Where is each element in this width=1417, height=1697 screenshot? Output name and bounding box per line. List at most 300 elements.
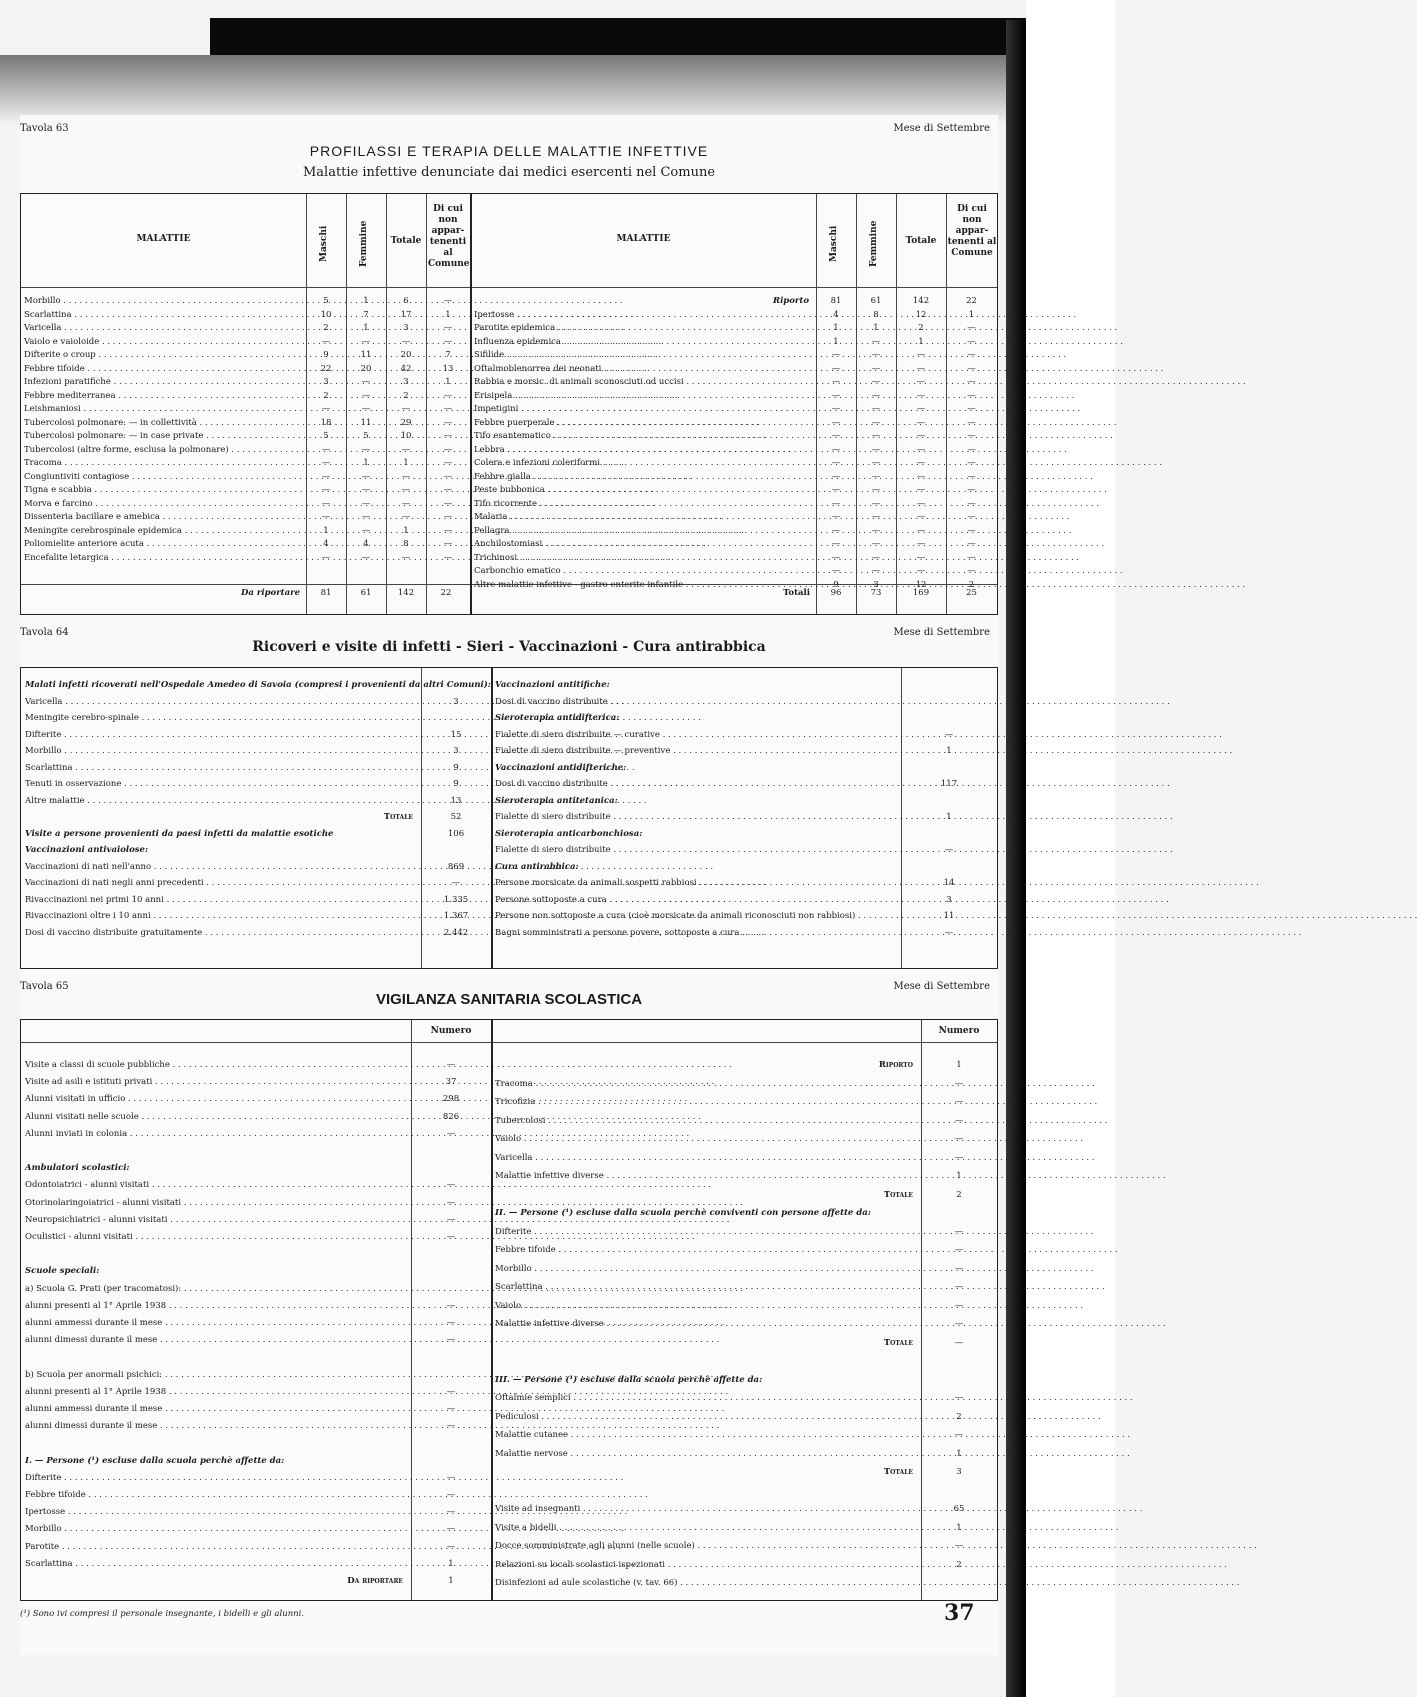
cell-m: — <box>831 444 841 455</box>
cell-t: 12 <box>915 579 927 590</box>
row-label: Tifo ricorrente . . . <box>474 499 813 510</box>
cell-f: — <box>871 444 881 455</box>
row-label: Rabbia e morsic. di animali sconosciuti od uccisi . . . <box>474 377 813 388</box>
cell-value: 1 <box>956 1171 962 1181</box>
row-label: Morbillo . . . <box>24 296 303 307</box>
cell-f: — <box>361 390 371 401</box>
row-label: Anchilostomiasi . . . <box>474 539 813 550</box>
table-row <box>25 713 417 724</box>
table-row <box>495 845 897 856</box>
cell-m: — <box>321 498 331 509</box>
row-label: Morva e farcino . . . <box>24 499 303 510</box>
row-label: Meningite cerebrospinale epidemica . . . <box>24 526 303 537</box>
cell-m: 22 <box>320 363 332 374</box>
table-row <box>474 310 813 321</box>
cell-d: 22 <box>966 296 977 306</box>
cell-m: 5 <box>323 296 329 306</box>
table-row <box>495 1227 917 1238</box>
cell-f: 1 <box>363 458 369 468</box>
col-header-maschi: Maschi <box>319 225 329 263</box>
cell-f: — <box>361 471 371 482</box>
table-row <box>24 377 303 388</box>
row-label: Varicella . . . <box>24 323 303 334</box>
cell-t: — <box>916 363 926 374</box>
table-row <box>25 812 417 823</box>
cell-m: — <box>831 417 841 428</box>
table-row <box>495 796 897 807</box>
cell-m: — <box>831 350 841 360</box>
row-label: Parotite epidemica . . . <box>474 323 813 334</box>
table-row <box>24 472 303 483</box>
cell-d: — <box>967 458 976 468</box>
row-label: Malattie cutanee . . . <box>495 1430 917 1441</box>
cell-m: — <box>831 525 841 536</box>
table-title: Ricoveri e visite di infetti - Sieri - Vaccinazioni - Cura antirabbica <box>252 639 766 655</box>
cell-f: — <box>361 377 371 387</box>
table-row <box>495 928 897 939</box>
cell-f: — <box>871 363 881 374</box>
row-label: Febbre gialla . . . <box>474 472 813 483</box>
cell-value: 1 <box>956 1448 962 1459</box>
cell-f: — <box>871 431 881 441</box>
cell-d: — <box>443 390 453 401</box>
cell-value: 117 <box>940 779 958 789</box>
table-row <box>25 1129 407 1140</box>
cell-d: — <box>967 323 976 333</box>
table-row <box>474 391 813 402</box>
table-row <box>24 512 303 523</box>
cell-f: 3 <box>873 579 879 590</box>
row-label: Erisipela . . . <box>474 391 813 402</box>
table-63-section <box>20 123 998 623</box>
table-row <box>25 1266 407 1277</box>
table-row <box>25 697 417 708</box>
table-row <box>495 1190 917 1201</box>
table-row <box>25 763 417 774</box>
cell-f: — <box>361 444 371 455</box>
row-label: a) Scuola G. Prati (per tracomatosi): . . . <box>25 1284 407 1295</box>
row-label: Carbonchio ematico . . . <box>474 566 813 577</box>
row-label: Ambulatori scolastici: <box>25 1163 130 1174</box>
table-row <box>25 1490 407 1501</box>
row-label: Febbre tifoide . . . <box>25 1490 407 1501</box>
row-label: Visite ad asili e istituti privati . . . <box>25 1077 407 1088</box>
cell-t: — <box>401 444 411 455</box>
month-label: Mese di Settembre <box>893 627 990 638</box>
table-row <box>25 878 417 889</box>
row-label: alunni dimessi durante il mese . . . <box>25 1335 407 1346</box>
table-65-grid <box>20 1019 998 1601</box>
row-label: alunni ammessi durante il mese . . . <box>25 1318 407 1329</box>
cell-f: 7 <box>363 309 369 320</box>
table-row <box>25 1404 407 1415</box>
row-label: Totale <box>383 812 413 822</box>
cell-t: — <box>401 336 411 347</box>
cell-value: 65 <box>953 1504 965 1514</box>
month-label: Mese di Settembre <box>893 123 990 134</box>
table-row <box>495 1097 917 1108</box>
cell-f: 4 <box>363 539 369 549</box>
row-label: Febbre tifoide . . . <box>24 364 303 375</box>
col-header-numero-right: Numero <box>938 1026 980 1036</box>
table-row <box>24 404 303 415</box>
col-header-maschi-right: Maschi <box>829 225 839 263</box>
cell-m: — <box>831 552 841 563</box>
row-label: Vaiolo e vaioloide . . . <box>24 337 303 348</box>
table-row <box>24 364 303 375</box>
table-row <box>474 296 813 307</box>
table-row <box>495 1134 917 1145</box>
table-row <box>474 323 813 334</box>
table-row <box>495 1301 917 1312</box>
cell-m: 10 <box>320 309 332 320</box>
table-row <box>25 1387 407 1398</box>
table-label: Tavola 64 <box>20 627 69 638</box>
cell-t: 42 <box>400 363 412 374</box>
table-row <box>495 829 897 840</box>
cell-d: — <box>967 417 976 428</box>
cell-m: — <box>831 498 841 509</box>
table-row <box>495 895 897 906</box>
cell-value: — <box>954 1337 964 1348</box>
cell-value: — <box>451 878 461 888</box>
cell-m: 4 <box>833 309 839 320</box>
row-label: Influenza epidemica . . . <box>474 337 813 348</box>
row-label: Sieroterapia antidifterica: <box>495 713 620 723</box>
cell-value: — <box>954 1078 964 1089</box>
row-label: Vaccinazioni di nati nell'anno . . . <box>25 862 417 873</box>
cell-f: — <box>361 552 371 563</box>
cell-d: — <box>967 552 976 563</box>
spacer-row <box>25 1146 407 1157</box>
table-row <box>474 566 813 577</box>
cell-f: 11 <box>360 417 372 428</box>
cell-t: 1 <box>918 336 924 347</box>
row-label: Meningite cerebro-spinale . . . <box>25 713 417 724</box>
cell-f: — <box>871 471 881 482</box>
cell-d: 7 <box>445 350 451 360</box>
table-row <box>24 337 303 348</box>
cell-value: — <box>446 1490 456 1500</box>
cell-t: — <box>401 485 411 495</box>
table-row <box>24 458 303 469</box>
cell-value: — <box>446 1128 456 1139</box>
row-label: Lebbra . . . <box>474 445 813 456</box>
cell-value: 11 <box>943 911 955 921</box>
table-row <box>495 730 897 741</box>
cell-f: — <box>871 458 881 468</box>
row-label: Dissenteria bacillare e amebica . . . <box>24 512 303 523</box>
cell-value: 1 <box>448 1576 454 1586</box>
row-label: Malattie infettive diverse . . . <box>495 1171 917 1182</box>
row-label: Vaiolo . . . <box>495 1134 917 1145</box>
cell-m: 2 <box>323 390 329 401</box>
cell-d: — <box>967 336 976 347</box>
cell-f: — <box>871 552 881 563</box>
cell-value: — <box>446 1232 456 1242</box>
cell-value: — <box>446 1421 456 1432</box>
cell-value: 2.442 <box>443 927 469 938</box>
row-label: Da riportare <box>347 1576 403 1586</box>
cell-d: — <box>443 296 453 306</box>
table-row <box>474 337 813 348</box>
row-label: Dosi di vaccino distribuite . . . <box>495 697 897 708</box>
table-row <box>25 1576 407 1587</box>
cell-value: 1 <box>956 1060 962 1070</box>
table-row <box>474 445 813 456</box>
row-label: Encefalite letargica . . . <box>24 553 303 564</box>
table-row <box>25 1318 407 1329</box>
table-row <box>495 1504 917 1515</box>
cell-m: — <box>831 539 841 549</box>
table-row <box>495 1319 917 1330</box>
cell-t: — <box>916 431 926 441</box>
cell-value: — <box>446 1524 456 1535</box>
cell-f: 5 <box>363 431 369 441</box>
cell-value: — <box>954 1152 964 1163</box>
table-row <box>25 1060 407 1071</box>
table-row <box>474 485 813 496</box>
left-total-row: Da riportare <box>241 588 300 598</box>
spacer-row <box>25 1249 407 1260</box>
row-label: Sifilide . . . <box>474 350 813 361</box>
spacer-row <box>25 1352 407 1363</box>
table-row <box>495 878 897 889</box>
table-label: Tavola 65 <box>20 981 69 992</box>
row-label: Odontoiatrici - alunni visitati . . . <box>25 1180 407 1191</box>
table-row <box>474 458 813 469</box>
table-row <box>495 1079 917 1090</box>
cell-d: — <box>443 539 453 549</box>
left-total-values: 81 61 142 22 <box>320 588 452 598</box>
cell-f: — <box>871 512 881 522</box>
row-label: Malati infetti ricoverati nell'Ospedale Amedeo di Savoia (compresi i provenienti da altri Comuni): <box>25 680 491 690</box>
cell-value: 2 <box>956 1411 962 1422</box>
row-label: Tubercolosi polmonare: — in collettività . . . <box>24 418 303 429</box>
table-row <box>495 911 897 922</box>
cell-f: 61 <box>870 296 882 306</box>
row-label: Febbre mediterranea . . . <box>24 391 303 402</box>
table-row <box>474 553 813 564</box>
row-label: Morbillo . . . <box>495 1264 917 1275</box>
row-label: Vaccinazioni di nati negli anni precedenti . . . <box>25 878 417 889</box>
cell-d: 1 <box>968 309 975 320</box>
cell-f: — <box>361 485 371 495</box>
spacer-row <box>25 1438 407 1449</box>
row-label: Fialette di siero distribuite — preventive . . . <box>495 746 897 757</box>
cell-d: — <box>967 485 976 495</box>
cell-d: — <box>967 539 976 549</box>
cell-d: — <box>967 444 976 455</box>
table-row <box>25 1094 407 1105</box>
cell-f: 8 <box>873 309 879 320</box>
col-header-totale-right: Totale <box>905 236 937 246</box>
cell-d: — <box>443 512 453 522</box>
row-label: Visite ad insegnanti . . . <box>495 1504 917 1515</box>
cell-value: 298 <box>442 1094 460 1105</box>
row-label: Tracoma . . . <box>24 458 303 469</box>
table-row <box>25 1559 407 1570</box>
cell-d: — <box>967 377 976 387</box>
table-row <box>495 1541 917 1552</box>
cell-f: — <box>871 539 881 549</box>
row-label: Congiuntiviti contagiose . . . <box>24 472 303 483</box>
cell-t: — <box>401 471 411 482</box>
cell-value: — <box>954 1541 964 1551</box>
cell-value: — <box>954 1282 964 1292</box>
row-label: Disinfezioni ad aule scolastiche (v. tav. 66) . . . <box>495 1578 917 1589</box>
table-row <box>25 1421 407 1432</box>
row-label: Visite a bidelli . . . <box>495 1523 917 1534</box>
table-row <box>25 1370 407 1381</box>
row-label: Difterite o croup . . . <box>24 350 303 361</box>
row-label: Malaria . . . <box>474 512 813 523</box>
cell-d: — <box>443 525 453 536</box>
row-label: I. — Persone (¹) escluse dalla scuola perchè affette da: <box>25 1455 285 1466</box>
row-label: Parotite . . . <box>25 1542 407 1553</box>
row-label: Persone sottoposte a cura . . . <box>495 895 897 906</box>
row-label: Neuropsichiatrici - alunni visitati . . . <box>25 1215 407 1226</box>
cell-value: 9 <box>453 762 459 773</box>
footnote: (¹) Sono ivi compresi il personale insegnante, i bidelli e gli alunni. <box>20 1609 305 1619</box>
cell-value: 1.367 <box>443 911 469 921</box>
table-row <box>24 391 303 402</box>
right-total-values: 96 73 169 25 <box>830 588 977 598</box>
row-label: Oculistici - alunni visitati . . . <box>25 1232 407 1243</box>
table-row <box>495 1523 917 1534</box>
cell-m: — <box>321 404 331 414</box>
row-label: Ipertosse . . . <box>474 310 813 321</box>
row-label: b) Scuola per anormali psichici: . . . <box>25 1370 407 1381</box>
table-row <box>25 730 417 741</box>
row-label: Malattie infettive diverse . . . <box>495 1319 917 1330</box>
row-label: Totale <box>883 1189 913 1200</box>
table-row <box>495 1560 917 1571</box>
table-row <box>25 829 417 840</box>
table-64-section <box>20 627 998 977</box>
row-label: Altre malattie infettive - gastro enterite infantile . . . <box>474 580 813 591</box>
cell-value: 3 <box>453 746 459 756</box>
row-label: Scarlattina . . . <box>25 1559 407 1570</box>
cell-f: — <box>361 525 371 536</box>
cell-value: 13 <box>450 795 462 806</box>
table-row <box>495 1430 917 1441</box>
table-row <box>474 404 813 415</box>
cell-value: — <box>954 1115 964 1126</box>
col-header-malattie-right: MALATTIE <box>616 234 671 244</box>
table-row <box>495 1393 917 1404</box>
cell-f: 11 <box>360 350 372 360</box>
cell-d: — <box>967 498 976 509</box>
cell-t: 29 <box>400 417 412 428</box>
row-label: Scarlattina . . . <box>24 310 303 321</box>
cell-value: — <box>944 729 954 740</box>
row-label: Fialette di siero distribuite . . . <box>495 812 897 823</box>
cell-t: — <box>916 552 926 563</box>
table-row <box>474 350 813 361</box>
table-row <box>25 862 417 873</box>
cell-value: — <box>954 1263 964 1274</box>
cell-value: 826 <box>442 1111 460 1122</box>
cell-value: — <box>954 1134 964 1144</box>
row-label: Scuole speciali: <box>25 1266 100 1277</box>
cell-t: — <box>916 377 926 387</box>
table-row <box>25 746 417 757</box>
cell-d: — <box>443 552 453 563</box>
cell-t: — <box>916 539 926 549</box>
row-label: Ipertosse . . . <box>25 1507 407 1518</box>
row-label: alunni ammessi durante il mese . . . <box>25 1404 407 1415</box>
cell-value: 1 <box>956 1522 962 1533</box>
cell-f: — <box>361 404 371 414</box>
table-row <box>25 680 491 691</box>
cell-t: — <box>401 552 411 563</box>
cell-t: — <box>916 525 926 536</box>
cell-f: — <box>361 512 371 522</box>
row-label: Scarlattina . . . <box>495 1282 917 1293</box>
cell-t: 1 <box>403 458 409 468</box>
cell-d: — <box>967 512 976 522</box>
cell-f: — <box>871 417 881 428</box>
col-header-dicui: Di cui non appar- tenenti al Comune <box>428 204 470 269</box>
row-label: Pediculosi . . . <box>495 1412 917 1423</box>
cell-m: — <box>831 566 841 576</box>
row-label: Totale <box>883 1337 913 1348</box>
table-row <box>495 862 897 873</box>
table-row <box>24 296 303 307</box>
cell-f: — <box>871 377 881 387</box>
row-label: Fialette di siero distribuite . . . <box>495 845 897 856</box>
row-label: Docce somministrate agli alunni (nelle scuole) . . . <box>495 1541 917 1552</box>
table-row <box>495 1153 917 1164</box>
cell-d: 1 <box>445 377 451 387</box>
cell-t: 1 <box>403 525 409 536</box>
row-label: Febbre puerperale . . . <box>474 418 813 429</box>
col-header-malattie: MALATTIE <box>136 234 191 244</box>
cell-value: — <box>446 1197 456 1208</box>
cell-value: 1 <box>448 1558 454 1569</box>
cell-f: — <box>871 498 881 509</box>
row-label: Dosi di vaccino distribuite gratuitamente . . . <box>25 928 417 939</box>
cell-d: — <box>967 404 976 414</box>
row-label: Riporto <box>878 1060 913 1070</box>
cell-value: 1 <box>946 746 952 756</box>
cell-m: — <box>321 336 331 347</box>
row-label: II. — Persone (¹) escluse dalla scuola perchè conviventi con persone affette da: <box>495 1208 871 1218</box>
cell-t: — <box>916 485 926 495</box>
table-row <box>474 472 813 483</box>
cell-t: 12 <box>915 309 927 320</box>
cell-value: 14 <box>943 878 955 888</box>
cell-f: — <box>871 390 881 401</box>
row-label: Alunni inviati in colonia . . . <box>25 1129 407 1140</box>
table-subtitle: Malattie infettive denunciate dai medici esercenti nel Comune <box>302 165 716 180</box>
cell-d: — <box>967 363 976 374</box>
table-65-section <box>20 981 998 1651</box>
cell-m: — <box>831 404 841 414</box>
row-label: Tubercolosi (altre forme, esclusa la polmonare) . . . <box>24 445 303 456</box>
cell-t: 8 <box>403 539 409 549</box>
row-label: Tubercolosi . . . <box>495 1116 917 1127</box>
cell-value: — <box>446 1300 456 1311</box>
row-label: Sieroterapia anticarbonchiosa: <box>495 828 643 839</box>
cell-t: 3 <box>403 323 409 333</box>
cell-f: — <box>871 336 881 347</box>
row-label: Morbillo . . . <box>25 746 417 757</box>
cell-m: — <box>831 377 841 387</box>
table-row <box>25 1180 407 1191</box>
table-row <box>25 1198 407 1209</box>
